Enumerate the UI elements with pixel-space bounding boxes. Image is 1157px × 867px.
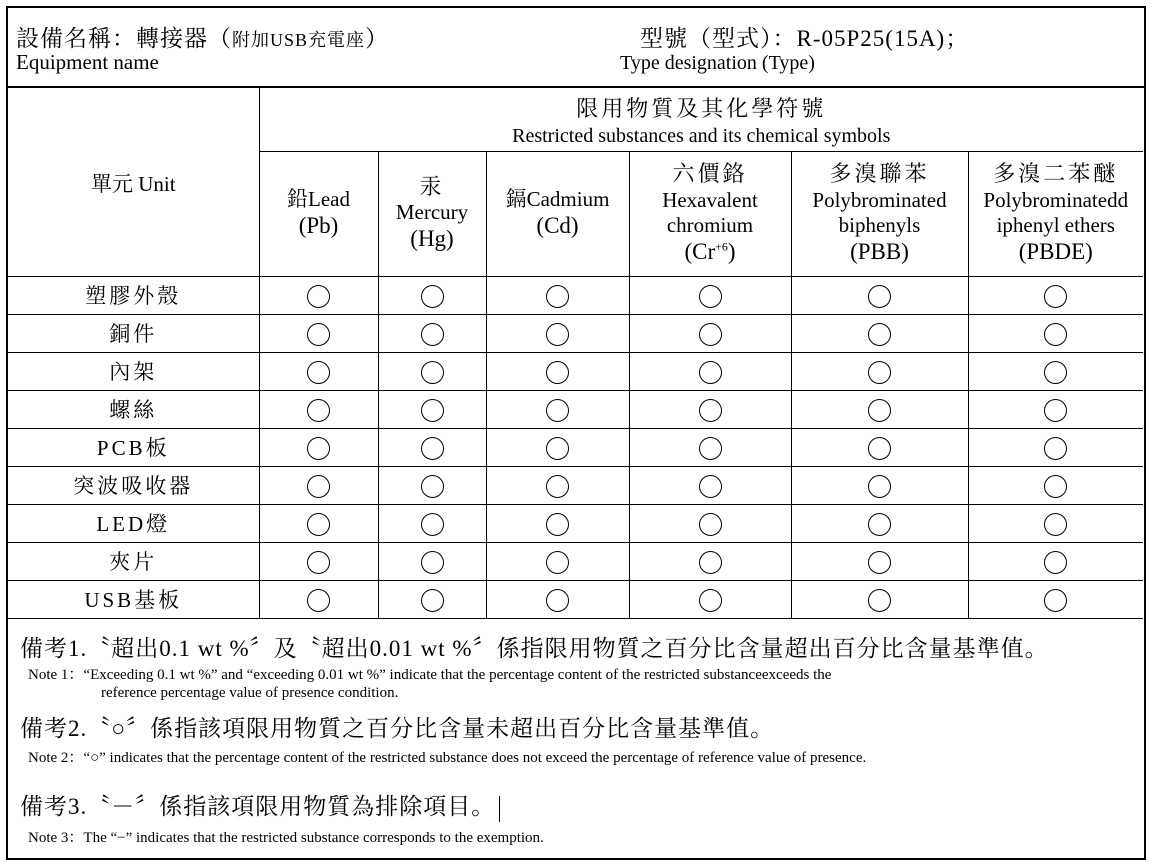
row-unit-label: 內架 bbox=[8, 352, 259, 390]
table-row bbox=[8, 542, 1143, 580]
note-2-zh: 備考2.〝○〞係指該項限用物質之百分比含量未超出百分比含量基準值。 bbox=[20, 716, 775, 741]
compliance-mark bbox=[699, 437, 722, 460]
compliance-mark bbox=[307, 361, 330, 384]
compliance-cell bbox=[968, 390, 1143, 428]
compliance-cell bbox=[968, 276, 1143, 314]
compliance-cell bbox=[791, 428, 968, 466]
text-cursor bbox=[499, 796, 500, 822]
compliance-cell bbox=[378, 504, 486, 542]
compliance-mark bbox=[546, 551, 569, 574]
compliance-mark bbox=[868, 589, 891, 612]
compliance-cell bbox=[486, 428, 629, 466]
row-unit-label: 突波吸收器 bbox=[8, 466, 259, 504]
column-header-pbb: 多溴聯苯 Polybrominated biphenyls (PBB) bbox=[791, 151, 968, 276]
compliance-mark bbox=[868, 323, 891, 346]
compliance-cell bbox=[968, 314, 1143, 352]
compliance-cell bbox=[968, 352, 1143, 390]
compliance-cell bbox=[791, 390, 968, 428]
document-frame bbox=[6, 6, 1146, 860]
compliance-cell bbox=[791, 466, 968, 504]
table-row bbox=[8, 390, 1143, 428]
compliance-mark bbox=[699, 399, 722, 422]
compliance-mark bbox=[546, 437, 569, 460]
compliance-mark bbox=[868, 361, 891, 384]
note-1-en: Note 1：“Exceeding 0.1 wt %” and “exceeding 0.01 wt %” indicate that the percentage content of the restricted substanceexceeds the bbox=[28, 667, 832, 683]
compliance-mark bbox=[868, 437, 891, 460]
compliance-mark bbox=[546, 589, 569, 612]
compliance-mark bbox=[546, 323, 569, 346]
compliance-mark bbox=[546, 361, 569, 384]
compliance-cell bbox=[259, 542, 378, 580]
column-header-mercury: 汞 Mercury (Hg) bbox=[378, 151, 486, 276]
compliance-cell bbox=[486, 466, 629, 504]
compliance-cell bbox=[259, 466, 378, 504]
compliance-mark bbox=[421, 551, 444, 574]
compliance-cell bbox=[629, 390, 791, 428]
compliance-cell bbox=[378, 390, 486, 428]
compliance-cell bbox=[378, 428, 486, 466]
compliance-mark bbox=[546, 513, 569, 536]
compliance-mark bbox=[868, 399, 891, 422]
compliance-mark bbox=[868, 513, 891, 536]
row-unit-label: 銅件 bbox=[8, 314, 259, 352]
compliance-cell bbox=[968, 504, 1143, 542]
compliance-cell bbox=[378, 352, 486, 390]
compliance-mark bbox=[421, 285, 444, 308]
compliance-mark bbox=[307, 399, 330, 422]
compliance-mark bbox=[1044, 361, 1067, 384]
row-unit-label: 塑膠外殼 bbox=[8, 276, 259, 314]
compliance-mark bbox=[1044, 589, 1067, 612]
row-unit-label: 夾片 bbox=[8, 542, 259, 580]
table-row bbox=[8, 504, 1143, 542]
compliance-cell bbox=[486, 580, 629, 618]
note-3-zh: 備考3.〝－〞係指該項限用物質為排除項目。 bbox=[20, 788, 500, 822]
restricted-substances-header: 限用物質及其化學符號 Restricted substances and its chemical symbols bbox=[259, 88, 1143, 151]
compliance-cell bbox=[259, 504, 378, 542]
compliance-mark bbox=[699, 285, 722, 308]
compliance-mark bbox=[1044, 323, 1067, 346]
compliance-cell bbox=[378, 542, 486, 580]
equipment-name-zh: 設備名稱：轉接器（附加USB充電座） bbox=[16, 26, 390, 51]
compliance-cell bbox=[968, 542, 1143, 580]
compliance-cell bbox=[968, 466, 1143, 504]
compliance-mark bbox=[546, 475, 569, 498]
compliance-mark bbox=[307, 285, 330, 308]
compliance-cell bbox=[259, 276, 378, 314]
row-unit-label: USB基板 bbox=[8, 580, 259, 618]
compliance-cell bbox=[486, 390, 629, 428]
compliance-mark bbox=[307, 589, 330, 612]
compliance-cell bbox=[629, 504, 791, 542]
note-1-zh: 備考1.〝超出0.1 wt %〞及〝超出0.01 wt %〞係指限用物質之百分比含量超出百分比含量基準值。 bbox=[20, 636, 1049, 661]
table-body bbox=[8, 276, 1143, 618]
compliance-mark bbox=[307, 551, 330, 574]
compliance-mark bbox=[699, 323, 722, 346]
column-header-hexavalent-chromium: 六價鉻 Hexavalent chromium $(Cr^{+6})$ bbox=[629, 151, 791, 276]
document-header bbox=[8, 8, 1144, 88]
compliance-cell bbox=[629, 580, 791, 618]
row-unit-label: 螺絲 bbox=[8, 390, 259, 428]
equipment-name-en: Equipment name bbox=[16, 50, 159, 74]
type-designation-zh: 型號（型式）：R-05P25(15A)； bbox=[640, 26, 970, 51]
compliance-mark bbox=[546, 285, 569, 308]
compliance-mark bbox=[1044, 437, 1067, 460]
table-row bbox=[8, 428, 1143, 466]
compliance-mark bbox=[307, 475, 330, 498]
compliance-mark bbox=[421, 323, 444, 346]
note-2-en: Note 2：“○” indicates that the percentage content of the restricted substance does not exceed the percentage of reference value of presence. bbox=[28, 750, 867, 766]
table-row bbox=[8, 466, 1143, 504]
compliance-mark bbox=[699, 475, 722, 498]
compliance-mark bbox=[699, 361, 722, 384]
compliance-cell bbox=[486, 542, 629, 580]
compliance-mark bbox=[421, 513, 444, 536]
compliance-cell bbox=[791, 314, 968, 352]
compliance-cell bbox=[486, 352, 629, 390]
table-row bbox=[8, 352, 1143, 390]
compliance-cell bbox=[259, 428, 378, 466]
compliance-cell bbox=[629, 542, 791, 580]
compliance-mark bbox=[868, 475, 891, 498]
compliance-cell bbox=[629, 466, 791, 504]
type-designation-en: Type designation (Type) bbox=[620, 52, 815, 74]
compliance-mark bbox=[1044, 513, 1067, 536]
compliance-cell bbox=[968, 580, 1143, 618]
compliance-cell bbox=[791, 504, 968, 542]
note-3-en: Note 3：The “−” indicates that the restricted substance corresponds to the exemption. bbox=[28, 830, 544, 846]
compliance-cell bbox=[259, 352, 378, 390]
compliance-mark bbox=[1044, 475, 1067, 498]
row-unit-label: LED燈 bbox=[8, 504, 259, 542]
compliance-cell bbox=[486, 504, 629, 542]
compliance-cell bbox=[629, 352, 791, 390]
compliance-mark bbox=[1044, 399, 1067, 422]
compliance-cell bbox=[791, 542, 968, 580]
compliance-mark bbox=[699, 589, 722, 612]
table-row bbox=[8, 276, 1143, 314]
compliance-cell bbox=[378, 466, 486, 504]
compliance-cell bbox=[791, 580, 968, 618]
compliance-cell bbox=[791, 276, 968, 314]
compliance-cell bbox=[629, 276, 791, 314]
note-1-en-cont: reference percentage value of presence condition. bbox=[101, 685, 399, 701]
compliance-mark bbox=[868, 551, 891, 574]
compliance-cell bbox=[378, 314, 486, 352]
compliance-cell bbox=[378, 276, 486, 314]
compliance-mark bbox=[421, 361, 444, 384]
compliance-mark bbox=[307, 323, 330, 346]
column-header-cadmium: 鎘Cadmium (Cd) bbox=[486, 151, 629, 276]
compliance-cell bbox=[486, 276, 629, 314]
compliance-mark bbox=[1044, 285, 1067, 308]
row-unit-label: PCB板 bbox=[8, 428, 259, 466]
compliance-cell bbox=[259, 314, 378, 352]
compliance-mark bbox=[699, 513, 722, 536]
table-row bbox=[8, 314, 1143, 352]
compliance-mark bbox=[868, 285, 891, 308]
compliance-mark bbox=[421, 589, 444, 612]
compliance-mark bbox=[307, 437, 330, 460]
compliance-cell bbox=[486, 314, 629, 352]
column-header-pbde: 多溴二苯醚 Polybrominatedd iphenyl ethers (PBDE) bbox=[968, 151, 1143, 276]
compliance-mark bbox=[1044, 551, 1067, 574]
compliance-cell bbox=[259, 580, 378, 618]
compliance-mark bbox=[699, 551, 722, 574]
compliance-cell bbox=[968, 428, 1143, 466]
unit-column-header: 單元 Unit bbox=[8, 88, 259, 276]
compliance-mark bbox=[421, 437, 444, 460]
compliance-mark bbox=[421, 475, 444, 498]
column-header-lead: 鉛Lead (Pb) bbox=[259, 151, 378, 276]
table-row bbox=[8, 580, 1143, 618]
compliance-mark bbox=[546, 399, 569, 422]
compliance-cell bbox=[791, 352, 968, 390]
compliance-cell bbox=[629, 314, 791, 352]
compliance-cell bbox=[629, 428, 791, 466]
compliance-cell bbox=[259, 390, 378, 428]
compliance-cell bbox=[378, 580, 486, 618]
compliance-mark bbox=[421, 399, 444, 422]
compliance-mark bbox=[307, 513, 330, 536]
restricted-substances-table bbox=[8, 88, 1143, 619]
